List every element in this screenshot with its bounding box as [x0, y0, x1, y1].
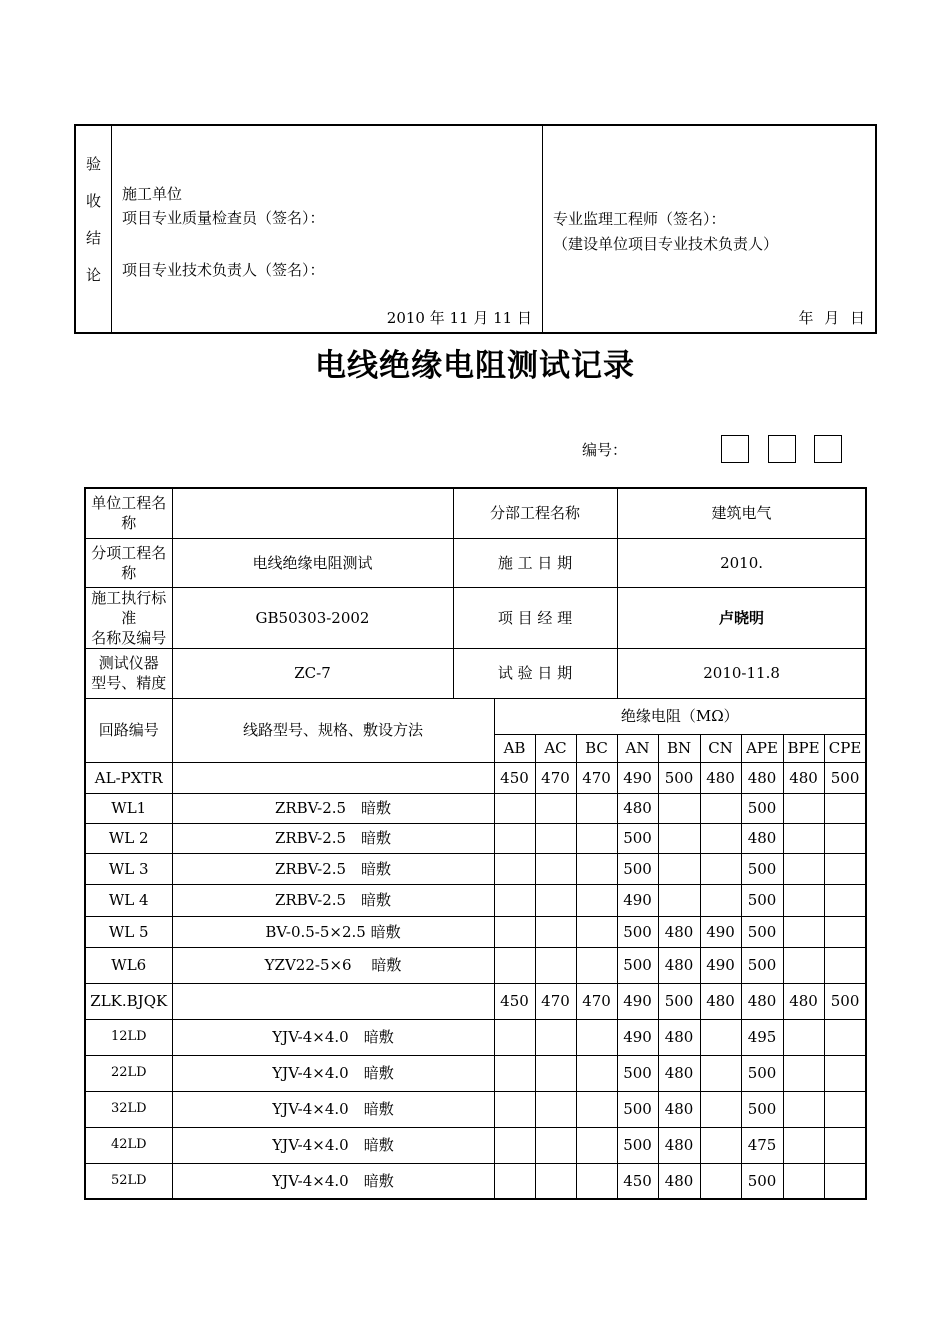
resistance-value[interactable] [783, 1163, 824, 1199]
resistance-value[interactable]: 500 [617, 853, 658, 884]
resistance-value[interactable]: 500 [617, 947, 658, 983]
resistance-value[interactable] [494, 793, 535, 823]
resistance-value[interactable] [576, 947, 617, 983]
resistance-value[interactable] [658, 884, 700, 916]
resistance-value[interactable] [824, 884, 866, 916]
unit-project-value[interactable] [172, 488, 453, 538]
phase-header: BN [658, 734, 700, 762]
subitem-label-2: 施 工 日 期 [453, 538, 617, 587]
table-row [85, 853, 866, 884]
resistance-value[interactable] [494, 947, 535, 983]
subitem-value-2[interactable]: 2010. [617, 538, 866, 587]
code-label: 编号： [582, 441, 628, 459]
resistance-value[interactable] [535, 1055, 576, 1091]
resistance-value[interactable]: 480 [783, 762, 824, 793]
subitem-label: 分项工程名称 [85, 538, 172, 587]
circuit-id: 12LD [85, 1019, 172, 1055]
resistance-value[interactable]: 480 [658, 1091, 700, 1127]
resistance-value[interactable] [783, 1055, 824, 1091]
resistance-value[interactable] [700, 1127, 741, 1163]
supervisor-signature-cell [543, 125, 877, 333]
resistance-value[interactable]: 450 [617, 1163, 658, 1199]
contractor-date: 2010 年 11 月 11 日 [386, 309, 532, 327]
resistance-value[interactable] [535, 1091, 576, 1127]
resistance-value[interactable] [535, 823, 576, 853]
resistance-value[interactable]: 500 [741, 884, 783, 916]
circuit-id: WL 2 [85, 823, 172, 853]
resistance-test-table [84, 487, 867, 1200]
phase-header: CN [700, 734, 741, 762]
circuit-header: 回路编号 [85, 698, 172, 762]
instrument-label: 测试仪器 型号、精度 [85, 648, 172, 698]
resistance-value[interactable]: 500 [617, 1091, 658, 1127]
resistance-value[interactable] [783, 884, 824, 916]
resistance-value[interactable] [824, 1127, 866, 1163]
resistance-value[interactable]: 480 [617, 793, 658, 823]
line-type: ZRBV-2.5 暗敷 [172, 853, 494, 884]
resistance-value[interactable]: 480 [658, 1055, 700, 1091]
resistance-value[interactable]: 470 [576, 762, 617, 793]
contractor-signature-cell [112, 125, 543, 333]
construction-unit-label: 施工单位 [122, 185, 183, 203]
line-type: ZRBV-2.5 暗敷 [172, 793, 494, 823]
resistance-value[interactable]: 480 [658, 1163, 700, 1199]
resistance-value[interactable] [576, 853, 617, 884]
resistance-value[interactable] [535, 884, 576, 916]
resistance-value[interactable]: 500 [741, 947, 783, 983]
table-row [85, 916, 866, 947]
resistance-value[interactable] [658, 793, 700, 823]
resistance-value[interactable]: 480 [658, 1019, 700, 1055]
subitem-value[interactable]: 电线绝缘电阻测试 [172, 538, 453, 587]
table-row [85, 1091, 866, 1127]
resistance-value[interactable]: 490 [700, 947, 741, 983]
phase-header: BPE [783, 734, 824, 762]
line-type: YJV-4×4.0 暗敷 [172, 1019, 494, 1055]
resistance-value[interactable]: 500 [741, 853, 783, 884]
resistance-value[interactable] [658, 853, 700, 884]
table-row [85, 884, 866, 916]
circuit-id: WL 5 [85, 916, 172, 947]
resistance-value[interactable] [824, 947, 866, 983]
resistance-value[interactable] [576, 916, 617, 947]
resistance-value[interactable] [700, 823, 741, 853]
circuit-id: WL1 [85, 793, 172, 823]
resistance-value[interactable]: 450 [494, 762, 535, 793]
resistance-value[interactable]: 450 [494, 983, 535, 1019]
resistance-value[interactable]: 500 [741, 1163, 783, 1199]
resistance-value[interactable]: 500 [617, 823, 658, 853]
resistance-value[interactable] [576, 1019, 617, 1055]
quality-inspector-signature: 项目专业质量检查员（签名）： [122, 209, 325, 227]
resistance-value[interactable]: 500 [741, 1091, 783, 1127]
resistance-value[interactable]: 480 [658, 916, 700, 947]
code-box-3[interactable] [814, 435, 842, 463]
resistance-value[interactable] [824, 1091, 866, 1127]
line-type [172, 762, 494, 793]
resistance-value[interactable]: 500 [741, 916, 783, 947]
resistance-value[interactable]: 500 [617, 916, 658, 947]
resistance-value[interactable]: 490 [617, 884, 658, 916]
resistance-value[interactable] [783, 793, 824, 823]
phase-header: AC [535, 734, 576, 762]
resistance-value[interactable]: 480 [700, 762, 741, 793]
supervisor-signature: 专业监理工程师（签名）： [553, 210, 726, 228]
resistance-value[interactable] [494, 853, 535, 884]
standard-row [85, 587, 866, 648]
resistance-value[interactable] [700, 1055, 741, 1091]
resistance-value[interactable] [658, 823, 700, 853]
owner-tech-lead: （建设单位项目专业技术负责人） [553, 235, 779, 253]
resistance-value[interactable] [783, 853, 824, 884]
table-row [85, 793, 866, 823]
line-type: YJV-4×4.0 暗敷 [172, 1127, 494, 1163]
resistance-value[interactable]: 490 [617, 762, 658, 793]
resistance-value[interactable]: 470 [535, 983, 576, 1019]
resistance-value[interactable] [576, 1055, 617, 1091]
resistance-value[interactable]: 480 [741, 823, 783, 853]
table-row [85, 1163, 866, 1199]
resistance-value[interactable] [494, 884, 535, 916]
standard-value[interactable]: GB50303-2002 [172, 587, 453, 648]
phase-header: AB [494, 734, 535, 762]
resistance-value[interactable]: 500 [824, 762, 866, 793]
resistance-value[interactable] [700, 793, 741, 823]
standard-label: 施工执行标准 名称及编号 [85, 587, 172, 648]
resistance-value[interactable]: 470 [576, 983, 617, 1019]
phase-header: APE [741, 734, 783, 762]
resistance-value[interactable] [535, 1127, 576, 1163]
supervisor-date: 年 月 日 [798, 309, 865, 327]
resistance-value[interactable] [824, 853, 866, 884]
resistance-value[interactable]: 480 [741, 762, 783, 793]
tech-lead-signature: 项目专业技术负责人（签名）： [122, 261, 325, 279]
resistance-value[interactable] [700, 1019, 741, 1055]
instrument-row [85, 648, 866, 698]
line-type: YJV-4×4.0 暗敷 [172, 1163, 494, 1199]
resistance-value[interactable] [783, 947, 824, 983]
resistance-value[interactable]: 480 [658, 947, 700, 983]
resistance-value[interactable]: 500 [741, 793, 783, 823]
line-type: YJV-4×4.0 暗敷 [172, 1055, 494, 1091]
resistance-value[interactable]: 500 [658, 762, 700, 793]
resistance-value[interactable] [576, 1127, 617, 1163]
resistance-value[interactable]: 490 [617, 983, 658, 1019]
line-type: ZRBV-2.5 暗敷 [172, 884, 494, 916]
resistance-value[interactable] [824, 793, 866, 823]
code-box-1[interactable] [721, 435, 749, 463]
unit-project-value-2[interactable]: 建筑电气 [617, 488, 866, 538]
resistance-value[interactable] [576, 1091, 617, 1127]
instrument-label-2: 试 验 日 期 [453, 648, 617, 698]
resistance-value[interactable] [700, 1163, 741, 1199]
resistance-value[interactable] [535, 1019, 576, 1055]
resistance-value[interactable] [783, 1127, 824, 1163]
phase-header: CPE [824, 734, 866, 762]
resistance-value[interactable] [494, 1055, 535, 1091]
resistance-value[interactable]: 470 [535, 762, 576, 793]
column-header-row [85, 698, 866, 734]
resistance-value[interactable] [824, 1055, 866, 1091]
table-row [85, 762, 866, 793]
resistance-value[interactable] [494, 1091, 535, 1127]
resistance-value[interactable] [535, 793, 576, 823]
resistance-value[interactable] [576, 1163, 617, 1199]
resistance-value[interactable]: 480 [700, 983, 741, 1019]
acceptance-label: 验 收 结 论 [75, 125, 112, 333]
acceptance-section [74, 124, 877, 334]
table-row [85, 1019, 866, 1055]
resistance-value[interactable] [494, 1019, 535, 1055]
resistance-value[interactable]: 500 [741, 1055, 783, 1091]
resistance-value[interactable] [824, 823, 866, 853]
resistance-value[interactable] [824, 916, 866, 947]
line-type: BV-0.5-5×2.5 暗敷 [172, 916, 494, 947]
resistance-value[interactable]: 480 [658, 1127, 700, 1163]
table-row [85, 983, 866, 1019]
code-box-2[interactable] [768, 435, 796, 463]
phase-header: BC [576, 734, 617, 762]
resistance-value[interactable] [700, 853, 741, 884]
unit-project-label: 单位工程名称 [85, 488, 172, 538]
resistance-value[interactable]: 480 [783, 983, 824, 1019]
line-type: ZRBV-2.5 暗敷 [172, 823, 494, 853]
resistance-value[interactable] [783, 916, 824, 947]
table-row [85, 1055, 866, 1091]
resistance-value[interactable] [535, 1163, 576, 1199]
resistance-value[interactable]: 490 [700, 916, 741, 947]
resistance-value[interactable] [824, 1163, 866, 1199]
circuit-id: WL 3 [85, 853, 172, 884]
unit-project-row [85, 488, 866, 538]
resistance-value[interactable] [576, 884, 617, 916]
resistance-value[interactable] [576, 823, 617, 853]
resistance-value[interactable] [494, 823, 535, 853]
resistance-value[interactable] [824, 1019, 866, 1055]
unit-project-label-2: 分部工程名称 [453, 488, 617, 538]
line-type [172, 983, 494, 1019]
resistance-value[interactable]: 475 [741, 1127, 783, 1163]
resistance-value[interactable] [700, 884, 741, 916]
resistance-value[interactable] [494, 1163, 535, 1199]
circuit-id: 22LD [85, 1055, 172, 1091]
line-type: YJV-4×4.0 暗敷 [172, 1091, 494, 1127]
line-type-header: 线路型号、规格、敷设方法 [172, 698, 494, 762]
standard-value-2[interactable]: 卢晓明 [617, 587, 866, 648]
circuit-id: WL6 [85, 947, 172, 983]
table-row [85, 947, 866, 983]
resistance-value[interactable]: 480 [741, 983, 783, 1019]
standard-label-2: 项 目 经 理 [453, 587, 617, 648]
document-title: 电线绝缘电阻测试记录 [315, 348, 635, 384]
circuit-id: WL 4 [85, 884, 172, 916]
subitem-row [85, 538, 866, 587]
resistance-value[interactable] [783, 1019, 824, 1055]
table-row [85, 1127, 866, 1163]
resistance-value[interactable] [576, 793, 617, 823]
phase-header: AN [617, 734, 658, 762]
circuit-id: 32LD [85, 1091, 172, 1127]
resistance-value[interactable]: 500 [658, 983, 700, 1019]
resistance-value[interactable]: 495 [741, 1019, 783, 1055]
circuit-id: 42LD [85, 1127, 172, 1163]
resistance-value[interactable] [783, 823, 824, 853]
circuit-id: ZLK.BJQK [85, 983, 172, 1019]
resistance-value[interactable] [494, 1127, 535, 1163]
circuit-id: 52LD [85, 1163, 172, 1199]
instrument-value-2[interactable]: 2010-11.8 [617, 648, 866, 698]
resistance-value[interactable] [700, 1091, 741, 1127]
resistance-value[interactable] [535, 853, 576, 884]
resistance-value[interactable]: 490 [617, 1019, 658, 1055]
instrument-value[interactable]: ZC-7 [172, 648, 453, 698]
line-type: YZV22-5×6 暗敷 [172, 947, 494, 983]
resistance-header: 绝缘电阻（MΩ） [494, 698, 866, 734]
resistance-value[interactable]: 500 [824, 983, 866, 1019]
resistance-value[interactable] [535, 916, 576, 947]
resistance-value[interactable]: 500 [617, 1127, 658, 1163]
circuit-id: AL-PXTR [85, 762, 172, 793]
table-row [85, 823, 866, 853]
resistance-value[interactable] [494, 916, 535, 947]
resistance-value[interactable] [535, 947, 576, 983]
resistance-value[interactable] [783, 1091, 824, 1127]
resistance-value[interactable]: 500 [617, 1055, 658, 1091]
